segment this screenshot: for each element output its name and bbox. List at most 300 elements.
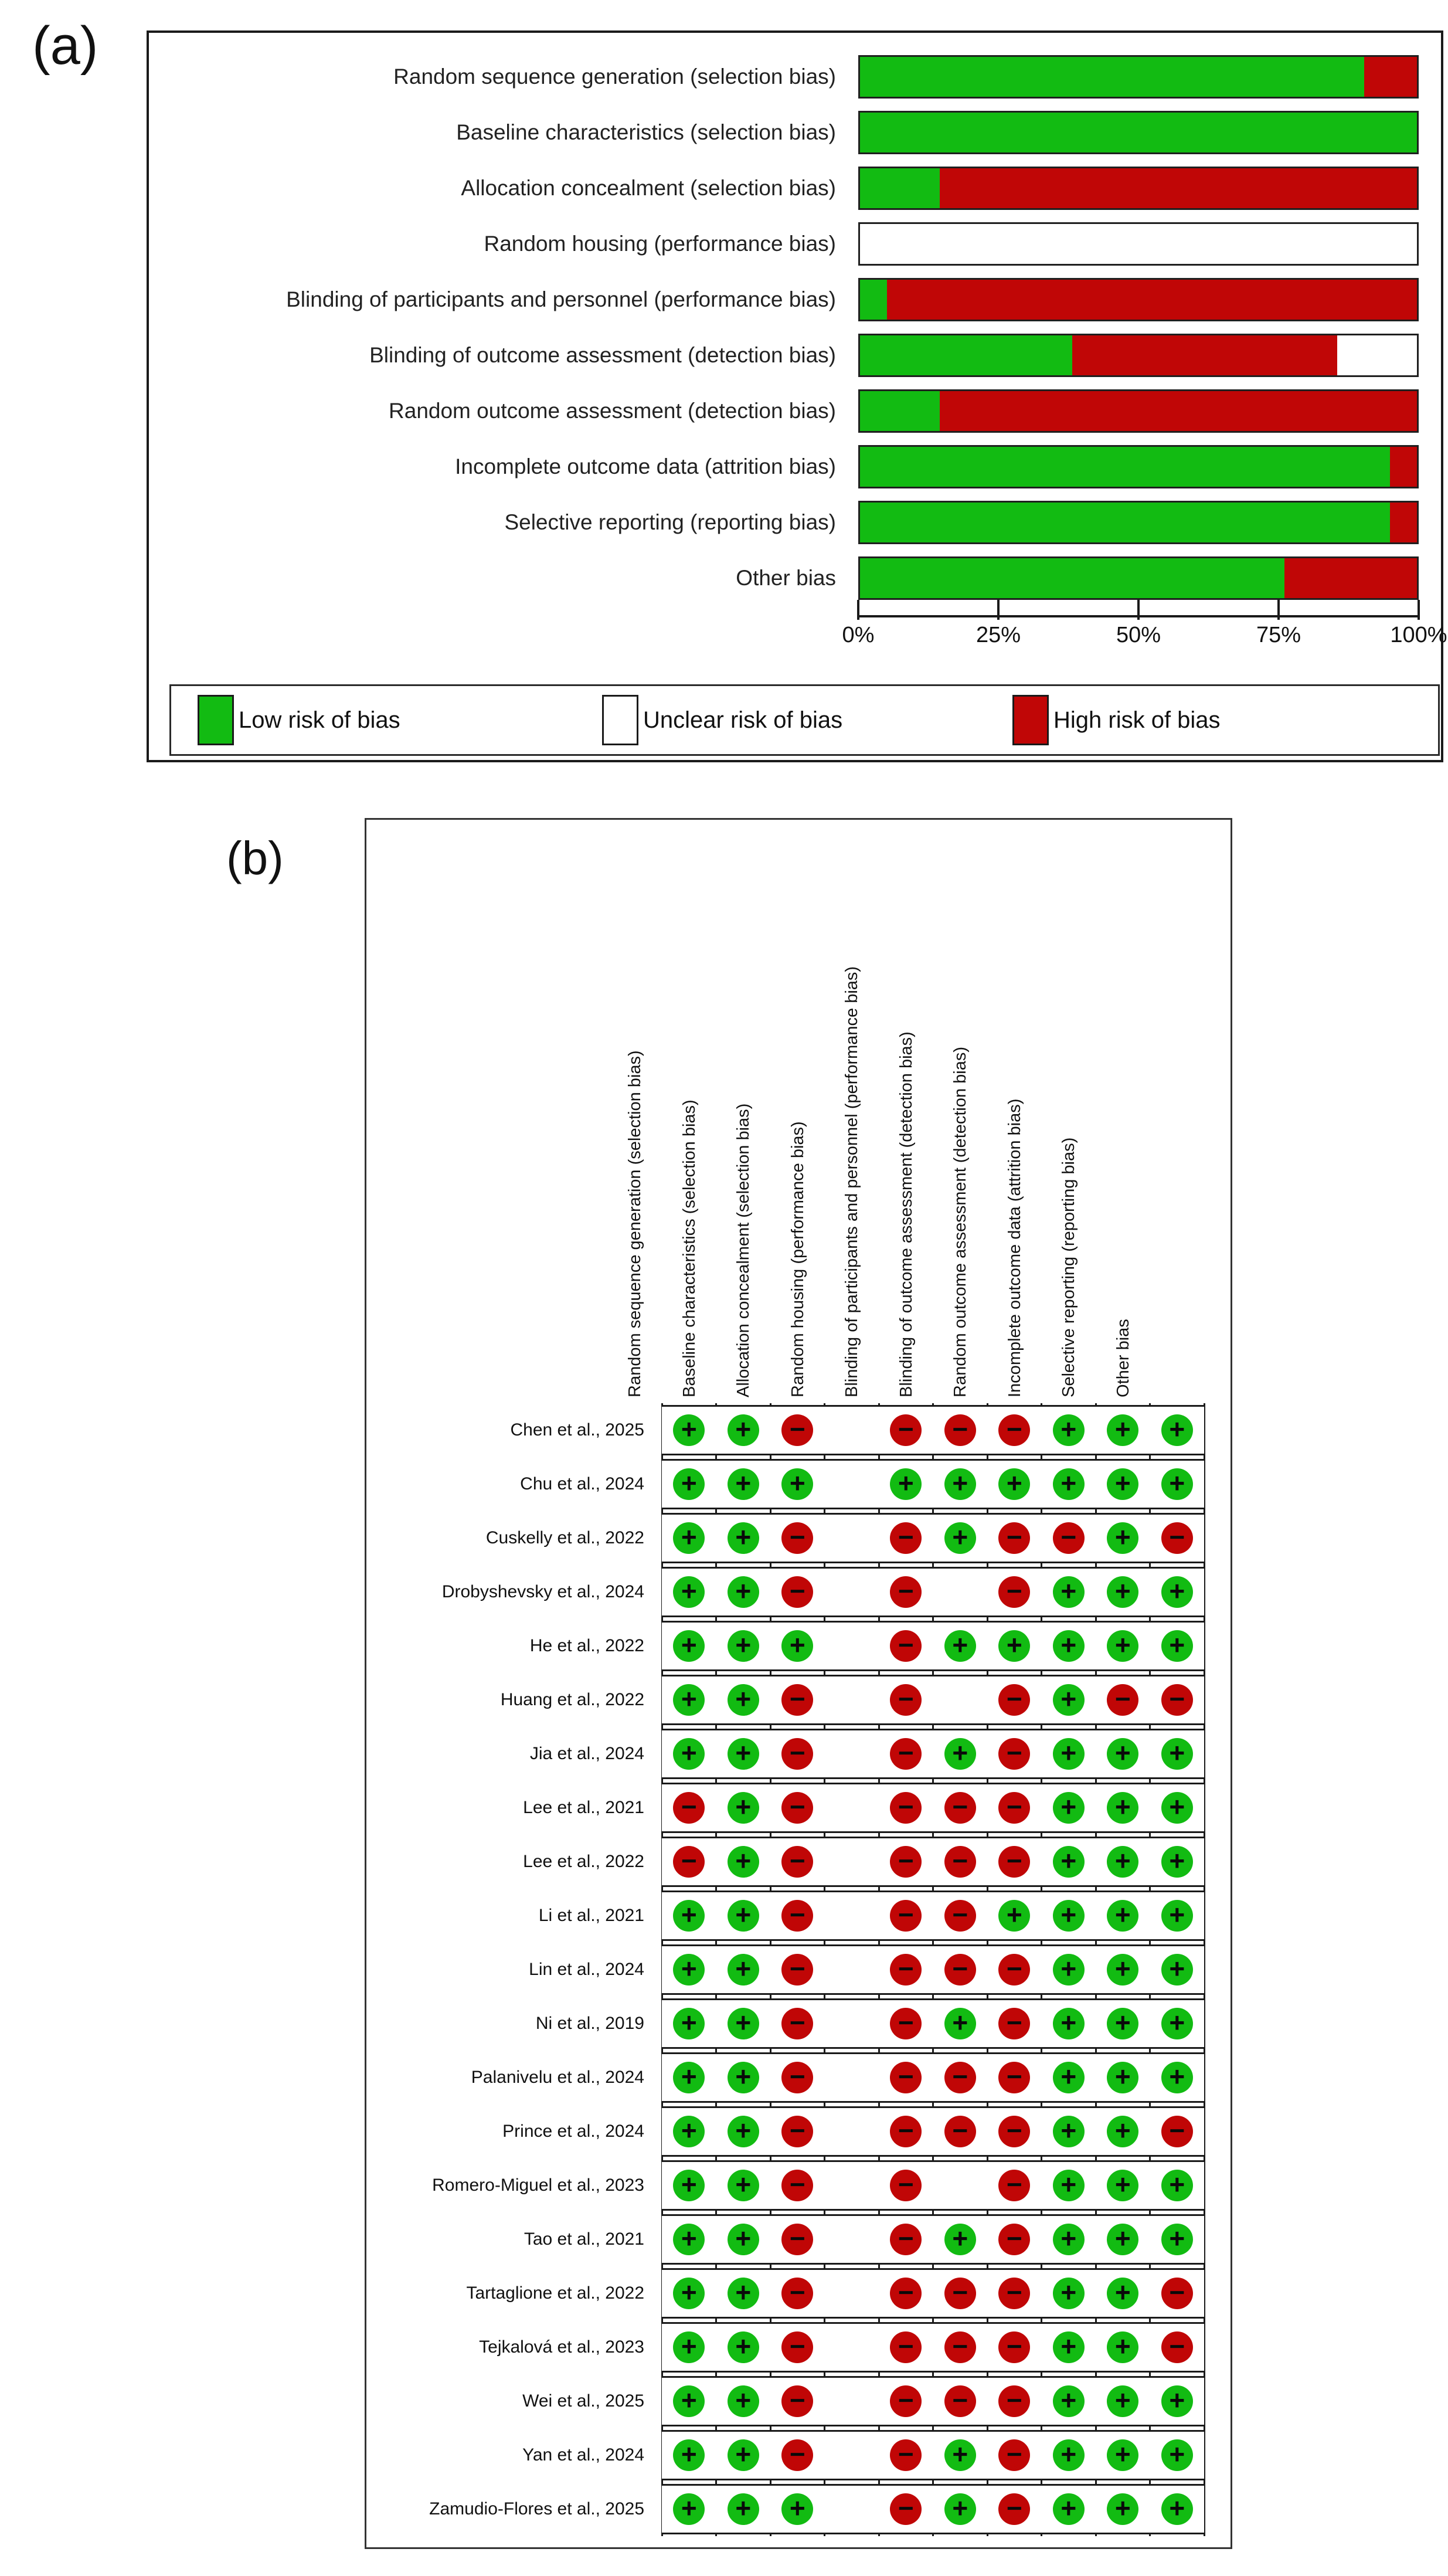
rob-cell [1042,1783,1096,1833]
plus-icon: + [735,1791,752,1822]
rob-circle-high [890,1576,922,1608]
rob-circle-high [781,2385,813,2417]
rob-circle-low [998,1468,1030,1500]
column-header: Blinding of participants and personnel (performance bias) [842,966,861,1397]
study-label: Tejkalová et al., 2023 [479,2337,644,2357]
rob-cell [662,1837,716,1887]
rob-circle-high [781,1684,813,1716]
rob-cell [1150,1621,1205,1671]
axis-tick [1418,600,1420,620]
plus-icon: + [1060,1576,1077,1606]
plus-icon: + [789,1468,805,1498]
rob-circle-low [728,2385,759,2417]
minus-icon: − [789,2385,805,2415]
plus-icon: + [1114,2493,1131,2523]
rob-cell [825,1405,879,1455]
rob-circle-high [998,2331,1030,2363]
plus-icon: + [952,1522,968,1552]
minus-icon: − [898,1684,914,1714]
rob-cell [716,1783,771,1833]
rob-circle-low [1053,2493,1085,2525]
plus-icon: + [1114,1414,1131,1444]
rob-cell [1150,1405,1205,1455]
rob-cell [933,1567,988,1617]
bar-category-label: Random housing (performance bias) [484,232,836,256]
rob-cell [770,1567,825,1617]
minus-icon: − [898,1845,914,1876]
bar-category-label: Allocation concealment (selection bias) [461,176,836,200]
minus-icon: − [789,2061,805,2092]
rob-circle-low [728,1684,759,1716]
plus-icon: + [1060,1468,1077,1498]
minus-icon: − [1060,1522,1077,1552]
rob-circle-low [1053,2224,1085,2255]
rob-circle-low [673,1468,705,1500]
plus-icon: + [1169,1899,1185,1930]
minus-icon: − [789,2223,805,2253]
bar-row [149,278,1441,321]
minus-icon: − [1006,2169,1022,2200]
rob-cell [662,1621,716,1671]
rob-cell [716,2106,771,2157]
legend-swatch-high-icon [1012,695,1049,745]
plus-icon: + [735,2115,752,2146]
rob-cell [825,2052,879,2103]
rob-cell [716,1891,771,1941]
rob-cell [716,2160,771,2211]
plus-icon: + [735,1684,752,1714]
plus-icon: + [1169,2385,1185,2415]
rob-circle-low [944,2439,976,2471]
rob-circle-high [781,1792,813,1824]
rob-cell [933,2106,988,2157]
rob-cell [1096,2214,1150,2265]
rob-circle-high [998,2170,1030,2201]
rob-cell [933,1944,988,1995]
plus-icon: + [1169,2439,1185,2469]
rob-circle-high [944,1792,976,1824]
rob-cell [879,1944,933,1995]
rob-circle-high [890,2224,922,2255]
minus-icon: − [789,1576,805,1606]
rob-circle-high [944,2331,976,2363]
rob-circle-high [944,1954,976,1986]
rob-cell [662,1944,716,1995]
rob-cell [770,1621,825,1671]
rob-circle-high [890,2385,922,2417]
rob-cell [933,2052,988,2103]
rob-circle-high [998,1414,1030,1446]
rob-circle-low [728,1630,759,1662]
rob-circle-low [781,1468,813,1500]
plus-icon: + [1114,2439,1131,2469]
minus-icon: − [789,1845,805,1876]
rob-circle-low [1107,1630,1138,1662]
rob-cell [716,1837,771,1887]
rob-cell [1150,2214,1205,2265]
rob-circle-low [1107,1414,1138,1446]
rob-cell [1042,1567,1096,1617]
rob-circle-high [890,1954,922,1986]
rob-cell [1042,2376,1096,2426]
plus-icon: + [1114,1953,1131,1984]
rob-cell [825,2160,879,2211]
rob-circle-high [944,1414,976,1446]
minus-icon: − [952,1414,968,1444]
rob-cell [716,1621,771,1671]
study-label: Huang et al., 2022 [500,1690,644,1709]
rob-cell [825,2376,879,2426]
rob-cell [770,1783,825,1833]
column-header: Random housing (performance bias) [788,1121,807,1397]
plus-icon: + [1060,2223,1077,2253]
rob-cell [987,2052,1042,2103]
rob-circle-low [673,2331,705,2363]
plus-icon: + [735,2331,752,2361]
plus-icon: + [735,1845,752,1876]
rob-circle-low [1161,1414,1193,1446]
column-header: Incomplete outcome data (attrition bias) [1005,1098,1024,1397]
plus-icon: + [1114,2385,1131,2415]
rob-circle-low [728,2008,759,2039]
rob-circle-high [781,1954,813,1986]
rob-cell [662,1405,716,1455]
plus-icon: + [1169,1414,1185,1444]
rob-cell [770,1459,825,1509]
minus-icon: − [789,1684,805,1714]
rob-cell [716,1944,771,1995]
rob-circle-low [1107,2385,1138,2417]
study-label: Tartaglione et al., 2022 [466,2283,644,2303]
rob-circle-high [998,2116,1030,2147]
column-header: Other bias [1113,1319,1133,1397]
bar-category-label: Baseline characteristics (selection bias) [456,120,836,144]
minus-icon: − [1006,2493,1022,2523]
plus-icon: + [735,1576,752,1606]
rob-circle-low [1053,2008,1085,2039]
rob-circle-low [998,1900,1030,1932]
minus-icon: − [952,2277,968,2307]
bar-segment-high [1284,558,1417,598]
plus-icon: + [735,1953,752,1984]
plus-icon: + [681,2385,697,2415]
rob-circle-low [1053,2170,1085,2201]
bar-segment-high [1072,335,1337,375]
minus-icon: − [789,2277,805,2307]
plus-icon: + [1114,1576,1131,1606]
rob-circle-high [944,2062,976,2093]
rob-cell [879,1621,933,1671]
rob-circle-high [998,2493,1030,2525]
rob-circle-low [1161,1576,1193,1608]
rob-circle-high [890,1846,922,1878]
bar-segment-low [860,168,940,208]
rob-cell [1150,2376,1205,2426]
rob-cell [770,2214,825,2265]
rob-cell [987,2106,1042,2157]
minus-icon: − [898,2223,914,2253]
legend-item-unclear [602,686,842,754]
plus-icon: + [1114,2061,1131,2092]
bar-segment-low [860,558,1284,598]
plus-icon: + [735,2493,752,2523]
rob-circle-low [673,2062,705,2093]
rob-circle-low [1053,2439,1085,2471]
bar-segment-high [1364,57,1417,97]
plus-icon: + [1060,2493,1077,2523]
plus-icon: + [1060,2115,1077,2146]
rob-circle-low [781,2493,813,2525]
rob-circle-low [728,2278,759,2309]
rob-cell [987,2268,1042,2319]
rob-cell [716,1998,771,2049]
rob-cell [770,1944,825,1995]
rob-circle-low [1107,1900,1138,1932]
minus-icon: − [898,1630,914,1660]
rob-cell [716,2376,771,2426]
plus-icon: + [1169,2493,1185,2523]
stacked-bar [858,167,1419,210]
rob-cell [987,1513,1042,1563]
plus-icon: + [952,2007,968,2038]
rob-cell [825,1783,879,1833]
rob-circle-low [1107,1846,1138,1878]
rob-circle-low [728,1414,759,1446]
rob-circle-low [728,2331,759,2363]
rob-circle-high [998,2062,1030,2093]
axis-tick-label: 50% [1116,623,1161,647]
plus-icon: + [1114,1791,1131,1822]
bar-segment-low [860,113,1417,152]
rob-cell [716,1729,771,1779]
rob-circle-low [728,2116,759,2147]
rob-circle-low [1161,1468,1193,1500]
rob-cell [987,1944,1042,1995]
axis-tick-label: 75% [1256,623,1301,647]
plus-icon: + [1060,2385,1077,2415]
minus-icon: − [1006,1953,1022,1984]
rob-circle-low [1053,1900,1085,1932]
bar-category-label: Blinding of participants and personnel (performance bias) [286,287,836,311]
rob-circle-high [781,1846,813,1878]
plus-icon: + [735,2277,752,2307]
rob-cell [825,1459,879,1509]
rob-cell [1042,1837,1096,1887]
rob-cell [1042,2214,1096,2265]
minus-icon: − [789,1522,805,1552]
rob-cell [716,2484,771,2534]
minus-icon: − [681,1845,697,1876]
bar-segment-high [940,168,1417,208]
rob-circle-low [1161,1738,1193,1770]
column-header: Blinding of outcome assessment (detection bias) [896,1031,916,1397]
rob-circle-high [781,2116,813,2147]
rob-cell [770,2484,825,2534]
rob-cell [662,1891,716,1941]
minus-icon: − [952,2331,968,2361]
plus-icon: + [1169,1791,1185,1822]
rob-cell [987,1459,1042,1509]
plus-icon: + [681,2223,697,2253]
rob-cell [825,2106,879,2157]
rob-cell [1042,2268,1096,2319]
plus-icon: + [735,1630,752,1660]
minus-icon: − [1006,2277,1022,2307]
rob-cell [987,1837,1042,1887]
rob-cell [1096,2322,1150,2373]
rob-circle-low [673,2224,705,2255]
rob-cell [770,1675,825,1725]
rob-circle-low [673,1738,705,1770]
rob-circle-high [1161,2331,1193,2363]
rob-cell [879,2214,933,2265]
plus-icon: + [1060,2061,1077,2092]
rob-cell [1150,1675,1205,1725]
rob-circle-high [890,1414,922,1446]
rob-cell [987,1567,1042,1617]
rob-cell [716,2214,771,2265]
rob-cell [662,2430,716,2480]
rob-cell [1150,1891,1205,1941]
minus-icon: − [1114,1684,1131,1714]
rob-circle-low [1053,2116,1085,2147]
rob-circle-low [1053,1684,1085,1716]
rob-circle-high [998,2278,1030,2309]
bar-row [149,501,1441,544]
rob-circle-low [1107,2116,1138,2147]
rob-circle-high [890,2278,922,2309]
plus-icon: + [1060,1845,1077,1876]
rob-cell [1150,2052,1205,2103]
rob-cell [1042,1459,1096,1509]
bar-row [149,556,1441,600]
minus-icon: − [789,2007,805,2038]
plus-icon: + [1114,2223,1131,2253]
legend-item-high [1012,686,1221,754]
rob-circle-high [890,2331,922,2363]
bar-segment-high [887,280,1417,320]
rob-cell [933,1998,988,2049]
bar-segment-high [940,391,1417,431]
minus-icon: − [1006,1737,1022,1768]
rob-cell [1096,1459,1150,1509]
plus-icon: + [681,2493,697,2523]
plus-icon: + [1114,2007,1131,2038]
rob-circle-low [998,1630,1030,1662]
rob-cell [1042,1405,1096,1455]
minus-icon: − [898,1899,914,1930]
plus-icon: + [681,1522,697,1552]
minus-icon: − [1006,2007,1022,2038]
minus-icon: − [789,2115,805,2146]
rob-cell [1042,1998,1096,2049]
rob-circle-low [1161,1900,1193,1932]
rob-cell [662,2322,716,2373]
plus-icon: + [789,2493,805,2523]
rob-circle-low [1107,1576,1138,1608]
plus-icon: + [681,1576,697,1606]
plus-icon: + [1114,1899,1131,1930]
rob-cell [879,1513,933,1563]
rob-circle-low [673,1684,705,1716]
stacked-bar [858,501,1419,544]
minus-icon: − [952,2115,968,2146]
rob-circle-high [890,2439,922,2471]
rob-circle-low [1161,1792,1193,1824]
rob-cell [1042,1891,1096,1941]
rob-cell [879,1675,933,1725]
rob-circle-high [998,1738,1030,1770]
rob-circle-high [998,1576,1030,1608]
rob-circle-high [673,1792,705,1824]
bar-segment-low [860,503,1390,542]
minus-icon: − [898,2277,914,2307]
plus-icon: + [681,2331,697,2361]
rob-circle-high [781,1414,813,1446]
rob-cell [879,2484,933,2534]
plus-icon: + [1006,1899,1022,1930]
rob-circle-low [728,1468,759,1500]
rob-cell [879,2106,933,2157]
rob-cell [662,2214,716,2265]
rob-cell [879,1567,933,1617]
rob-cell [879,1998,933,2049]
stacked-bar [858,389,1419,433]
rob-circle-low [673,1630,705,1662]
study-label: Jia et al., 2024 [529,1744,644,1763]
plus-icon: + [952,2439,968,2469]
rob-cell [662,1783,716,1833]
rob-circle-low [944,1522,976,1554]
rob-circle-low [1107,2278,1138,2309]
rob-cell [1096,2160,1150,2211]
rob-cell [1042,1621,1096,1671]
rob-circle-low [1107,2008,1138,2039]
plus-icon: + [681,1953,697,1984]
rob-cell [1096,1729,1150,1779]
rob-cell [987,2430,1042,2480]
rob-circle-high [890,1630,922,1662]
bar-category-label: Random outcome assessment (detection bias) [389,399,836,423]
rob-circle-high [781,1576,813,1608]
rob-circle-low [728,1792,759,1824]
rob-cell [933,1675,988,1725]
plus-icon: + [1114,1468,1131,1498]
rob-cell [770,1837,825,1887]
rob-cell [1042,1944,1096,1995]
plus-icon: + [1006,1630,1022,1660]
rob-circle-low [728,1522,759,1554]
rob-cell [662,2106,716,2157]
rob-circle-low [673,1576,705,1608]
column-header: Baseline characteristics (selection bias) [679,1099,699,1397]
rob-circle-high [998,1522,1030,1554]
minus-icon: − [1169,2115,1185,2146]
rob-cell [825,2268,879,2319]
rob-circle-low [1107,1522,1138,1554]
plus-icon: + [735,2169,752,2200]
bar-segment-low [860,447,1390,487]
rob-cell [716,2268,771,2319]
minus-icon: − [952,1845,968,1876]
rob-cell [933,2376,988,2426]
rob-circle-high [781,2062,813,2093]
minus-icon: − [1006,1576,1022,1606]
rob-circle-high [944,2385,976,2417]
rob-cell [1150,2484,1205,2534]
rob-circle-high [781,1522,813,1554]
minus-icon: − [789,1899,805,1930]
